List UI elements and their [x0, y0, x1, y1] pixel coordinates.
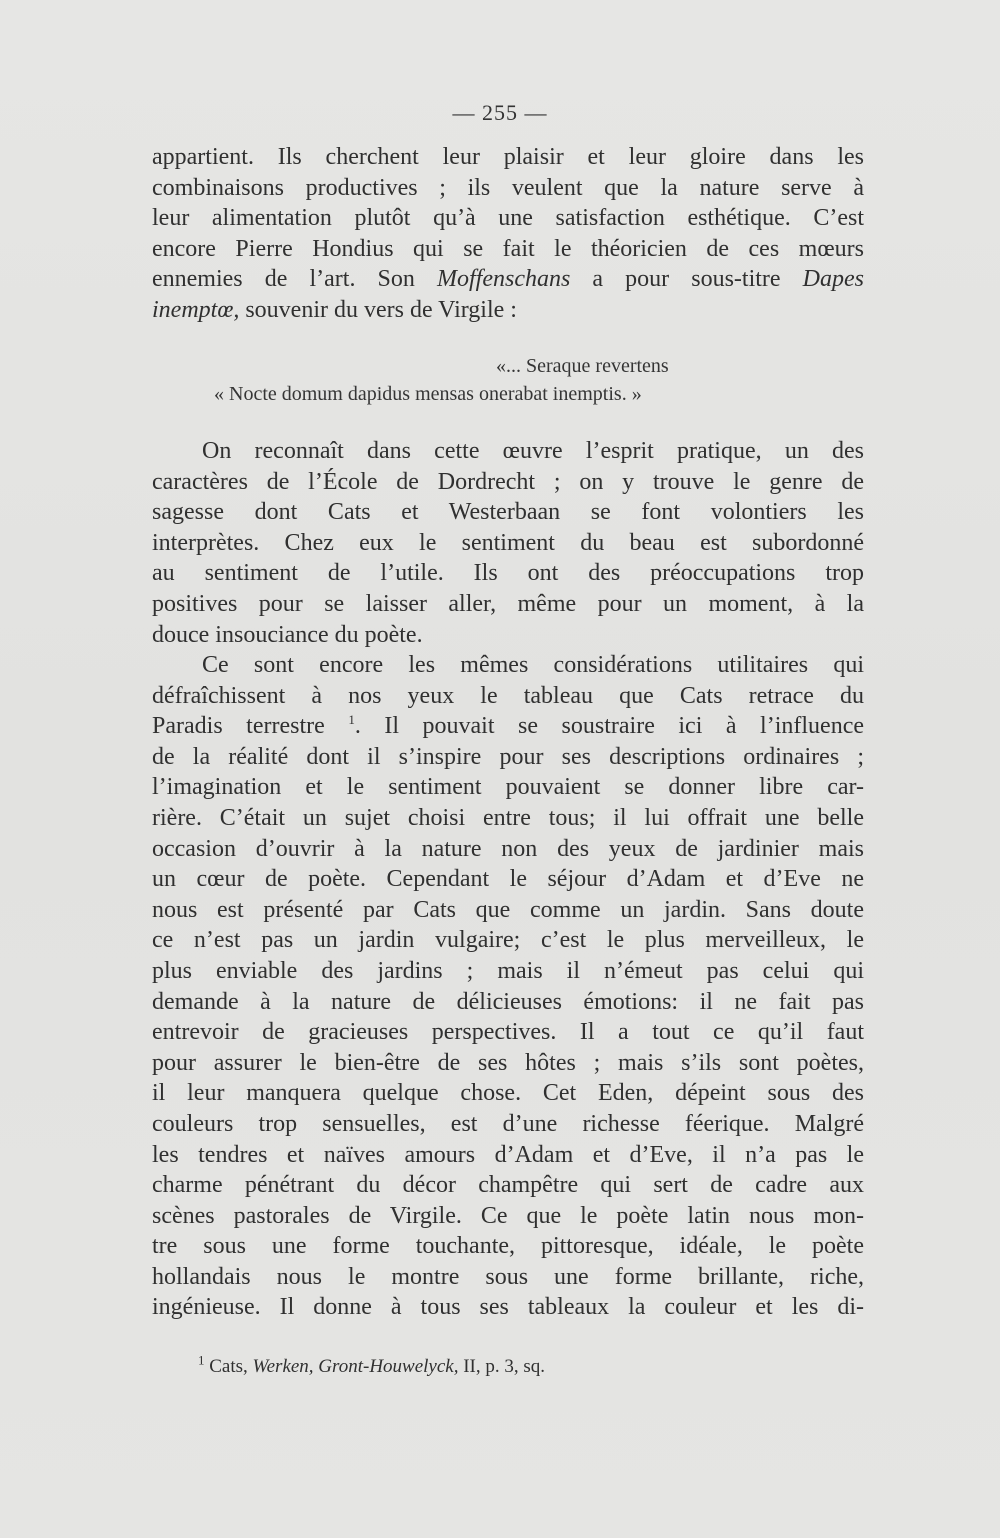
text-line	[152, 295, 864, 326]
text-line: rière. C’était un sujet choisi entre tous; il lui offrait une belle	[152, 804, 864, 831]
footnote-author: Cats,	[204, 1356, 253, 1377]
text-line: encore Pierre Hondius qui se fait le théoricien de ces mœurs	[152, 235, 864, 262]
text-line	[152, 711, 864, 742]
page-number: — 255 —	[452, 100, 548, 125]
text-line: il leur manquera quelque chose. Cet Eden, dépeint sous des	[152, 1080, 864, 1107]
footnote	[198, 1352, 546, 1378]
text-line: Ce sont encore les mêmes considérations utilitaires qui	[202, 652, 864, 678]
text-line: l’imagination et le sentiment pouvaient se donner libre car-	[152, 774, 864, 801]
text-line: hollandais nous le montre sous une forme brillante, riche,	[152, 1263, 864, 1290]
text-line: scènes pastorales de Virgile. Ce que le poète latin nous mon-	[152, 1202, 864, 1229]
text-line: caractères de l’École de Dordrecht ; on y trouve le genre de	[152, 468, 864, 495]
latin-quote	[152, 352, 864, 408]
text-line: appartient. Ils cherchent leur plaisir et leur gloire dans les	[152, 144, 864, 170]
text-line: sagesse dont Cats et Westerbaan se font volontiers les	[152, 499, 864, 526]
text-line: combinaisons productives ; ils veulent que la nature serve à	[152, 174, 864, 201]
text-line: de la réalité dont il s’inspire pour ses descriptions ordinaires ;	[152, 743, 864, 770]
italic-title: Dapes	[802, 266, 864, 293]
text-line: les tendres et naïves amours d’Adam et d’Eve, il n’a pas le	[152, 1141, 864, 1168]
text-line: tre sous une forme touchante, pittoresque, idéale, le poète	[152, 1233, 864, 1260]
text-line: au sentiment de l’utile. Ils ont des préoccupations trop	[152, 560, 864, 587]
text-line: pour assurer le bien-être de ses hôtes ; mais s’ils sont poètes,	[152, 1049, 864, 1076]
text-line: charme pénétrant du décor champêtre qui sert de cadre aux	[152, 1172, 864, 1199]
text-line	[152, 264, 864, 295]
text-fragment: souvenir du vers de Virgile :	[239, 296, 517, 323]
text-line: nous est présenté par Cats que comme un jardin. Sans doute	[152, 896, 864, 923]
quote-line: « Nocte domum dapidus mensas onerabat inemptis. »	[214, 383, 642, 405]
italic-title: Moffenschans	[437, 266, 571, 293]
footnote-rest: II, p. 3, sq.	[458, 1356, 546, 1377]
text-line: leur alimentation plutôt qu’à une satisfaction esthétique. C’est	[152, 205, 864, 232]
text-line: un cœur de poète. Cependant le séjour d’Adam et d’Eve ne	[152, 866, 864, 893]
quote-line: «... Seraque revertens	[496, 355, 669, 377]
paragraph-3	[152, 650, 864, 1323]
text-line: ingénieuse. Il donne à tous ses tableaux la couleur et les di-	[152, 1294, 864, 1321]
text-line: interprètes. Chez eux le sentiment du beau est subordonné	[152, 529, 864, 556]
text-line: entrevoir de gracieuses perspectives. Il a tout ce qu’il faut	[152, 1019, 864, 1046]
paragraph-1	[152, 142, 864, 326]
text-fragment: a pour sous-titre	[570, 266, 803, 293]
text-line: On reconnaît dans cette œuvre l’esprit pratique, un des	[202, 438, 864, 464]
text-line: demande à la nature de délicieuses émotions: il ne fait pas	[152, 988, 864, 1015]
text-fragment: . Il pouvait se soustraire ici à l’influence	[354, 713, 865, 740]
text-line: plus enviable des jardins ; mais il n’émeut pas celui qui	[152, 957, 864, 984]
italic-title: inemptœ,	[152, 296, 240, 323]
text-line: défraîchissent à nos yeux le tableau que Cats retrace du	[152, 682, 864, 709]
footnote-title: Werken, Gront-Houwelyck,	[252, 1356, 459, 1377]
footnote-reference: 1	[348, 712, 355, 728]
footnote-mark: 1	[198, 1352, 205, 1368]
text-line: couleurs trop sensuelles, est d’une richesse féerique. Malgré	[152, 1110, 864, 1137]
paragraph-2	[152, 436, 864, 650]
text-line: occasion d’ouvrir à la nature non des yeux de jardinier mais	[152, 835, 864, 862]
text-line: ce n’est pas un jardin vulgaire; c’est le plus merveilleux, le	[152, 927, 864, 954]
text-fragment: ennemies de l’art. Son	[152, 266, 437, 293]
text-line: douce insouciance du poète.	[152, 621, 423, 648]
text-fragment: Paradis terrestre	[152, 713, 349, 740]
text-line: positives pour se laisser aller, même pour un moment, à la	[152, 590, 864, 617]
